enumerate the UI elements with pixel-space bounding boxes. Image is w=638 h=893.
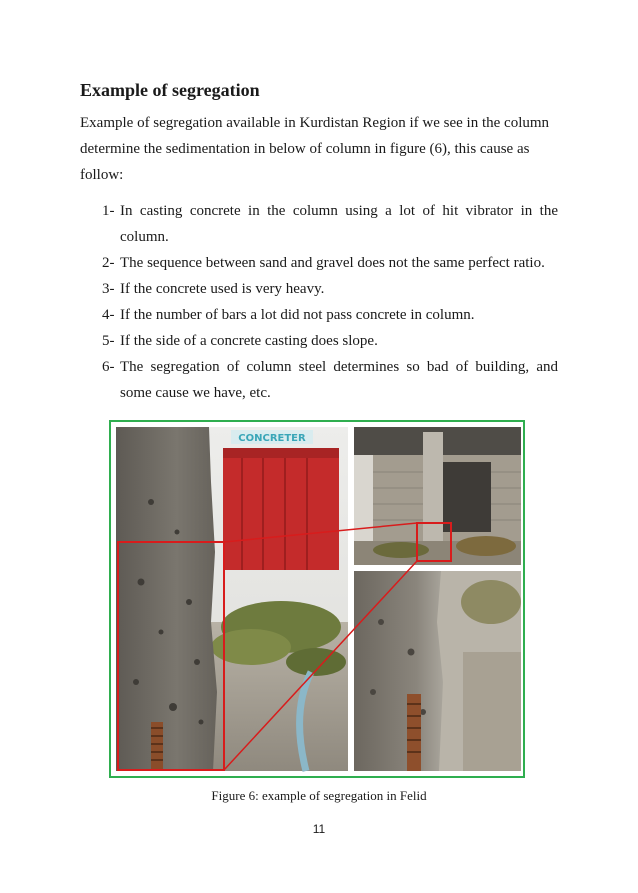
list-item-number: 5-: [102, 333, 115, 349]
exposed-rebar-detail: [407, 694, 421, 771]
list-item: [104, 198, 558, 250]
left-photo: [116, 427, 348, 771]
list-item-number: 1-: [102, 203, 115, 219]
list-item-number: 6-: [102, 359, 115, 375]
top-right-photo: [354, 427, 521, 565]
section-heading: Example of segregation: [80, 80, 260, 100]
list-item-number: 3-: [102, 281, 115, 297]
list-item-text: In casting concrete in the column using a lot of hit vibrator in the column.: [120, 203, 558, 245]
list-item-number: 2-: [102, 255, 115, 271]
list-item: [104, 276, 558, 302]
list-item: [104, 250, 558, 276]
list-item: [104, 354, 558, 406]
list-item-text: If the side of a concrete casting does slope.: [120, 333, 378, 349]
list-item-text: If the number of bars a lot did not pass concrete in column.: [120, 307, 475, 323]
intro-paragraph: Example of segregation available in Kurdistan Region if we see in the column determine the sedimentation in below of column in figure (6), this cause as follow:: [80, 115, 550, 183]
figure-frame: [109, 420, 525, 778]
list-item-text: The sequence between sand and gravel does not the same perfect ratio.: [120, 255, 545, 271]
sign-text: CONCRETER: [238, 433, 306, 444]
red-door: [223, 448, 339, 570]
concrete-column: [116, 427, 217, 771]
causes-list: [104, 198, 558, 406]
segregation-photo-collage: [111, 422, 523, 776]
list-item: [104, 328, 558, 354]
figure-caption: Figure 6: example of segregation in Felid: [211, 788, 427, 803]
page-number: 11: [312, 822, 326, 836]
building-column: [423, 432, 443, 560]
list-item-number: 4-: [102, 307, 115, 323]
list-item-text: If the concrete used is very heavy.: [120, 281, 325, 297]
exposed-rebar: [151, 722, 163, 771]
list-item: [104, 302, 558, 328]
list-item-text: The segregation of column steel determines so bad of building, and some cause we have, etc.: [120, 359, 558, 401]
